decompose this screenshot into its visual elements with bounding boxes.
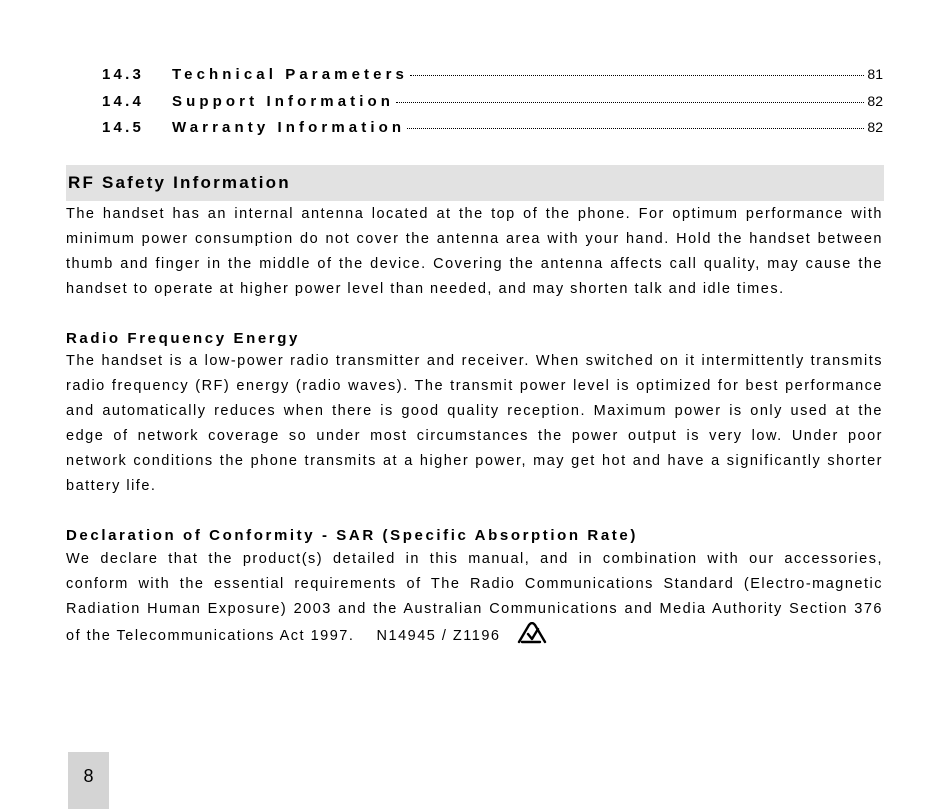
toc-dot-leader [396,102,864,103]
toc-dot-leader [410,75,864,76]
declaration-of-conformity-paragraph [66,547,883,655]
rf-safety-heading-bar [66,165,884,201]
toc-entry-14-4[interactable] [102,93,883,120]
toc-entry-title: Technical Parameters [172,66,408,83]
toc-entry-number: 14.3 [102,66,144,83]
toc-entry-page: 82 [867,92,883,109]
rcm-compliance-mark-icon [516,622,548,655]
toc-entry-number: 14.5 [102,119,144,136]
radio-frequency-energy-heading: Radio Frequency Energy [66,330,300,347]
table-of-contents [102,66,883,146]
toc-entry-page: 81 [867,66,883,82]
toc-entry-14-3[interactable] [102,66,883,93]
certification-ids: N14945 / Z1196 [376,628,501,644]
toc-entry-page: 82 [867,119,883,135]
declaration-body-text: We declare that the product(s) detailed in this manual, and in combination with our accessories, conform with the essential requirements of The Radio Communications Standard (Electro-magnetic Radiation Human Exposure) 2003 and the Australian Communications and Media Authority Section 376 of the Telecommunications Act 1997. [66,551,883,644]
radio-frequency-energy-paragraph: The handset is a low-power radio transmitter and receiver. When switched on it intermittently transmits radio frequency (RF) energy (radio waves). The transmit power level is optimized for best performance and automatically reduces when there is good quality reception. Maximum power is only used at the edge of network coverage so under most circumstances the power output is very low. Under poor network conditions the phone transmits at a higher power, may get hot and have a significantly shorter battery life. [66,353,883,494]
page-number: 8 [83,766,94,786]
toc-entry-title: Support Information [172,92,395,110]
toc-entry-14-5[interactable] [102,119,883,146]
declaration-of-conformity-heading: Declaration of Conformity - SAR (Specific Absorption Rate) [66,527,638,544]
rf-safety-heading: RF Safety Information [68,173,291,192]
page-number-tab [68,752,109,809]
rf-safety-paragraph: The handset has an internal antenna located at the top of the phone. For optimum performance with minimum power consumption do not cover the antenna area with your hand. Hold the handset between thumb and finger in the middle of the device. Covering the antenna affects call quality, may cause the handset to operate at higher power level than needed, and may shorten talk and idle times. [66,206,883,297]
toc-dot-leader [407,128,864,129]
toc-entry-title: Warranty Information [172,119,406,136]
toc-entry-number: 14.4 [102,92,144,110]
